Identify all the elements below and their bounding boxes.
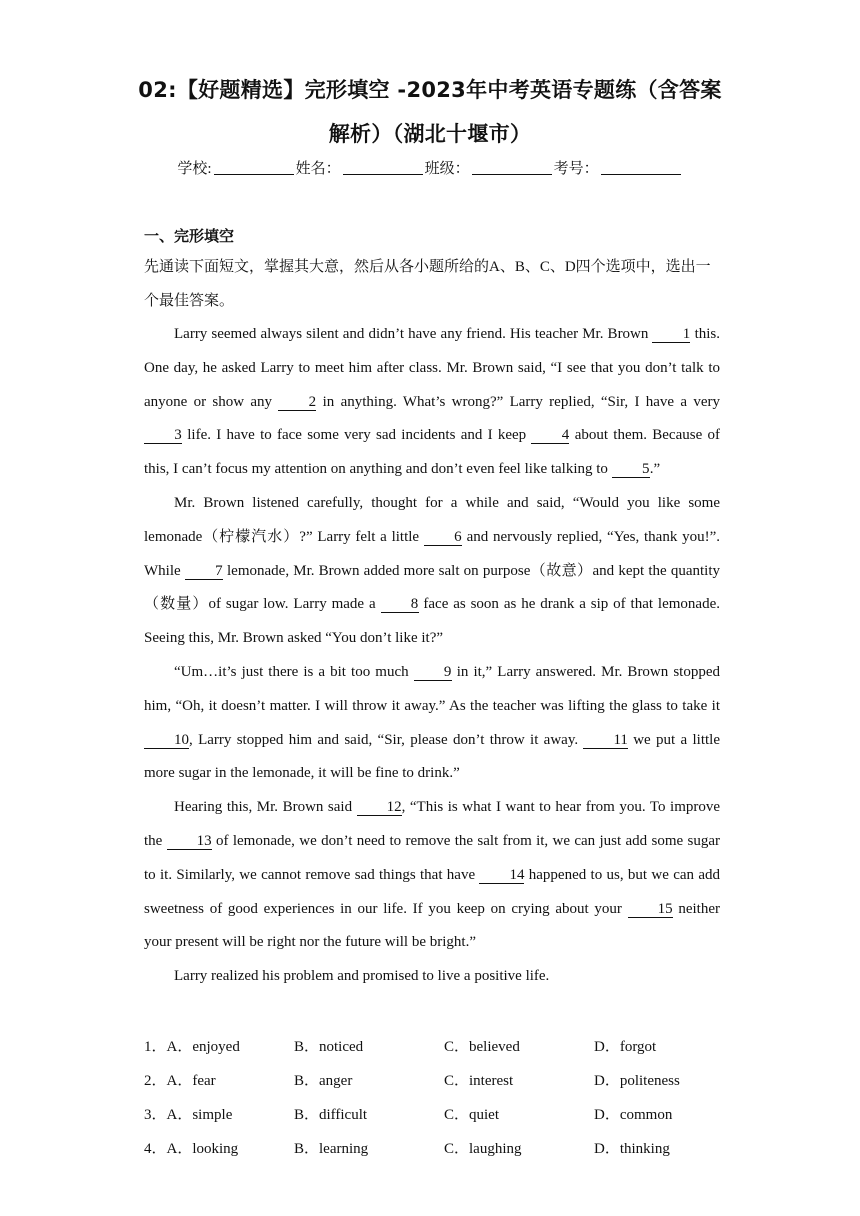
passage-text: about them. Because of this, I can’t focus my attention on anything and don’t even feel like talking to (144, 427, 720, 478)
blank-7: 7 (185, 563, 223, 580)
blank-4: 4 (531, 427, 569, 444)
option-b[interactable]: B．anger (294, 1072, 353, 1089)
blank-9: 9 (414, 664, 452, 681)
option-c[interactable]: C．laughing (444, 1140, 522, 1157)
passage-text: Hearing this, Mr. Brown said (174, 799, 357, 816)
passage-text: , Larry stopped him and said, “Sir, please don’t throw it away. (189, 731, 584, 748)
option-c[interactable]: C．interest (444, 1072, 514, 1089)
blank-10: 10 (144, 732, 189, 749)
student-info-line (0, 157, 860, 178)
passage-text: Mr. Brown listened carefully, thought for a while and said, “Would you like some lemonade（柠檬汽水）?” Larry felt a little (144, 494, 720, 545)
passage-text: and nervously replied, “Yes, thank you!”. While (144, 528, 720, 579)
option-d[interactable]: D．forgot (594, 1038, 657, 1055)
blank-2: 2 (278, 394, 316, 411)
question-row (144, 1096, 744, 1130)
option-b[interactable]: B．noticed (294, 1038, 364, 1055)
option-text: A．looking (166, 1140, 239, 1157)
blank-1: 1 (652, 326, 690, 343)
name-label: 姓名： (295, 161, 341, 177)
blank-3: 3 (144, 427, 182, 444)
passage-text: life. I have to face some very sad incidents and I keep (182, 427, 532, 444)
passage-text: this. One day, he asked Larry to meet him after class. Mr. Brown said, “I see that you don’t talk to anyone or show any (144, 326, 720, 410)
option-text: A．enjoyed (166, 1038, 240, 1055)
option-text: A．simple (166, 1106, 233, 1123)
question-number: 4． (144, 1140, 167, 1157)
blank-5: 5 (612, 461, 650, 478)
passage-paragraph-4 (144, 791, 720, 960)
class-field[interactable] (472, 159, 552, 175)
question-row (144, 1130, 744, 1164)
passage-paragraph-2 (144, 487, 720, 656)
school-label: 学校: (177, 161, 212, 177)
blank-6: 6 (424, 529, 462, 546)
option-b[interactable]: B．difficult (294, 1106, 368, 1123)
document-title-line2: 解析）（湖北十堰市） (328, 122, 532, 146)
passage-text: we put a little more sugar in the lemonade, it will be fine to drink.” (144, 731, 720, 782)
school-field[interactable] (214, 159, 294, 175)
passage-text: in it,” Larry answered. Mr. Brown stopped him, “Oh, it doesn’t matter. I will throw it away.” As the teacher was lifting the glass to take it (144, 663, 720, 714)
question-number: 2． (144, 1072, 167, 1089)
section-heading: 一、完形填空 (144, 227, 235, 245)
exam-number-field[interactable] (601, 159, 681, 175)
option-a[interactable] (144, 1137, 294, 1158)
document-title-line1: 02:【好题精选】完形填空 -2023年中考英语专题练（含答案 (138, 78, 722, 102)
option-d[interactable]: D．common (594, 1106, 673, 1123)
passage-text: of lemonade, we don’t need to remove the salt from it, we can just add some sugar to it. Similarly, we cannot remove sad things that have (144, 832, 720, 883)
option-a[interactable] (144, 1103, 294, 1124)
question-options (144, 1028, 744, 1164)
question-row (144, 1062, 744, 1096)
blank-14: 14 (479, 867, 524, 884)
option-b[interactable]: B．learning (294, 1140, 369, 1157)
question-number: 3． (144, 1106, 167, 1123)
passage-text: .” (649, 461, 661, 478)
exam-number-label: 考号： (553, 161, 599, 177)
class-label: 班级： (424, 161, 470, 177)
passage-text: “Um…it’s just there is a bit too much (174, 663, 414, 680)
passage-text: , “This is what I want to hear from you. To improve the (144, 799, 721, 849)
passage-paragraph-3 (144, 656, 720, 791)
passage-text: neither your present will be right nor the future will be bright.” (144, 900, 720, 951)
option-text: A．fear (166, 1072, 216, 1089)
option-d[interactable]: D．politeness (594, 1072, 680, 1089)
passage-text: lemonade, Mr. Brown added more salt on purpose（故意）and kept the quantity（数量）of sugar low. Larry made a (144, 562, 720, 613)
passage-paragraph-5: Larry realized his problem and promised to live a positive life. (174, 968, 550, 985)
option-c[interactable]: C．believed (444, 1038, 520, 1055)
blank-8: 8 (381, 596, 419, 613)
passage-paragraph-1 (144, 318, 720, 487)
question-number: 1． (144, 1038, 167, 1055)
option-d[interactable]: D．thinking (594, 1140, 670, 1157)
option-a[interactable] (144, 1069, 294, 1090)
passage-text: in anything. What’s wrong?” Larry replied, “Sir, I have a very (316, 393, 720, 410)
name-field[interactable] (343, 159, 423, 175)
question-row (144, 1028, 744, 1062)
blank-15: 15 (628, 901, 673, 918)
blank-13: 13 (167, 833, 212, 850)
blank-12: 12 (357, 799, 402, 816)
blank-11: 11 (583, 732, 627, 749)
passage-text: face as soon as he drank a sip of that lemonade. Seeing this, Mr. Brown asked “You don’t like it?” (144, 596, 720, 647)
passage-text: happened to us, but we can add sweetness of good experiences in our life. If you keep on crying about your (144, 866, 720, 917)
option-c[interactable]: C．quiet (444, 1106, 499, 1123)
cloze-passage (144, 318, 720, 994)
passage-text: Larry seemed always silent and didn’t have any friend. His teacher Mr. Brown (174, 326, 653, 342)
section-instruction: 先通读下面短文，掌握其大意，然后从各小题所给的A、B、C、D四个选项中，选出一个最佳答案。 (144, 259, 711, 309)
option-a[interactable] (144, 1035, 294, 1056)
